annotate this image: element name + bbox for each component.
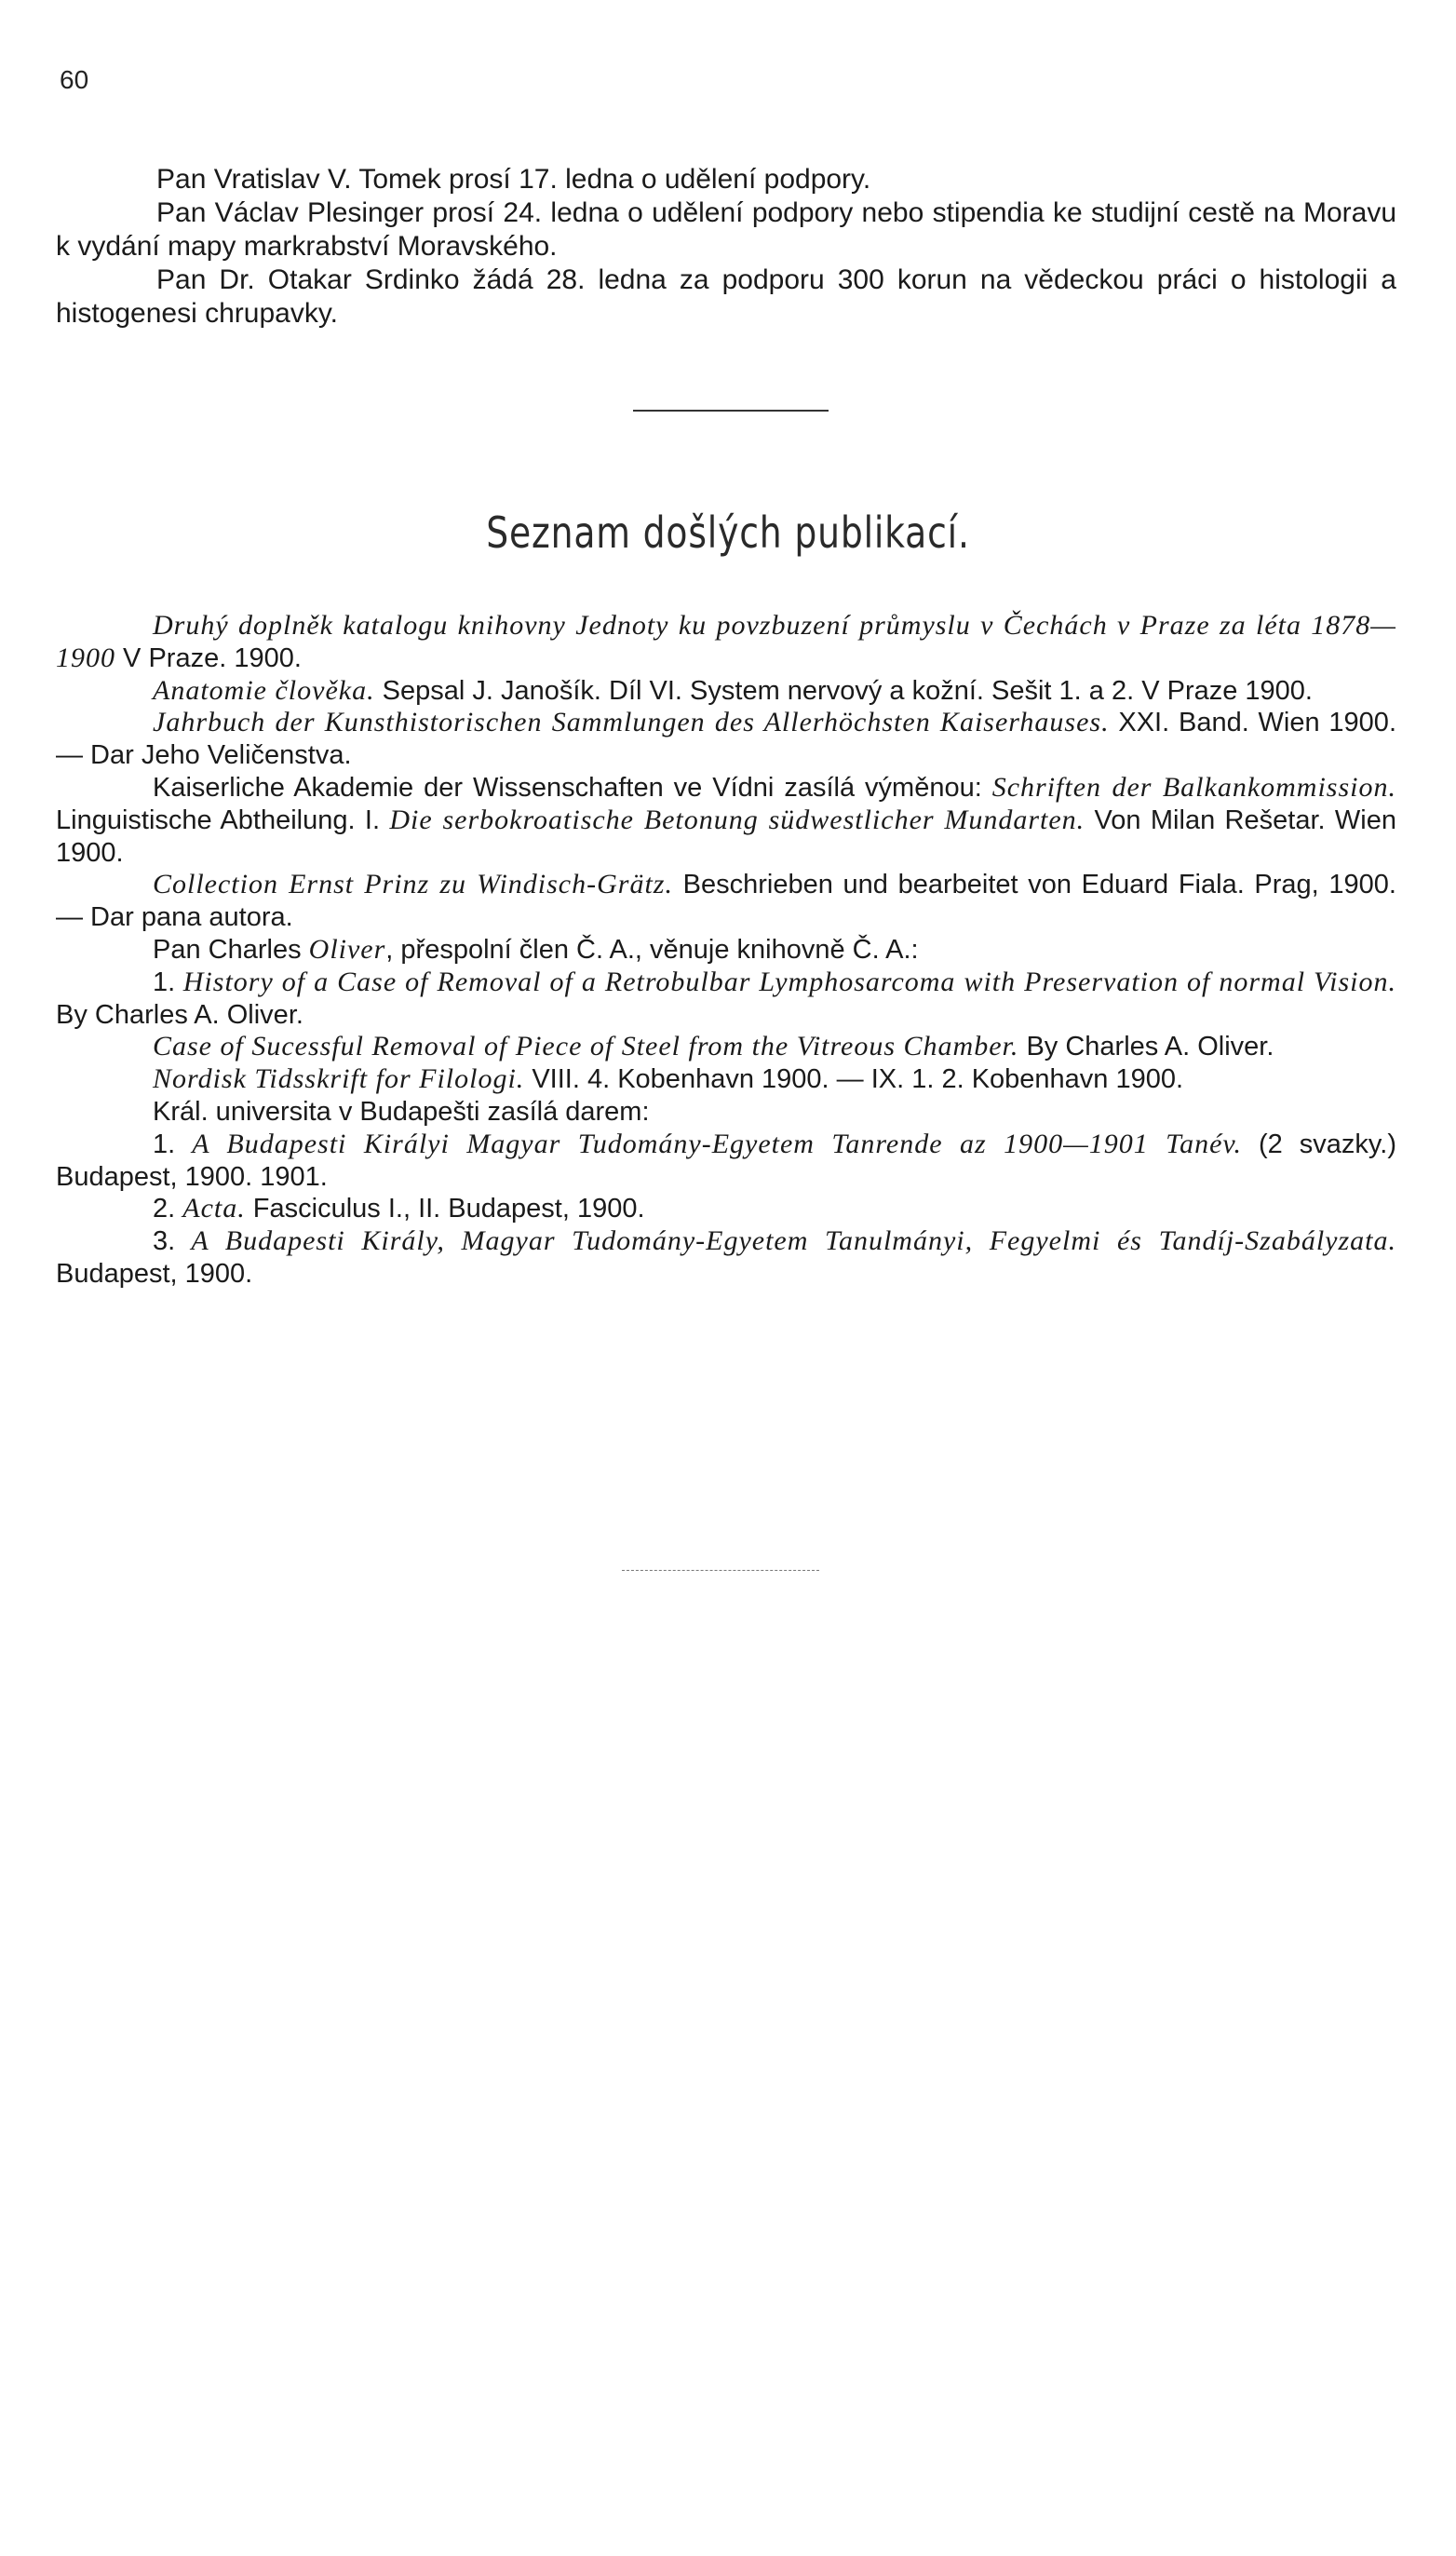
section-divider [633, 410, 829, 412]
paragraph: Pan Vratislav V. Tomek prosí 17. ledna o udělení podpory. [156, 164, 871, 195]
publication-entry: Král. universita v Budapešti zasílá darem: [153, 1096, 650, 1127]
publication-entry: 3. A Budapesti Király, Magyar Tudomány-Egyetem Tanulmányi, Fegyelmi és Tandíj-Szabályzata. Budapest, 1900. [56, 1225, 1396, 1289]
publication-entry: Nordisk Tidsskrift for Filologi. VIII. 4. Kobenhavn 1900. — IX. 1. 2. Kobenhavn 1900. [153, 1063, 1184, 1095]
paragraph: Pan Václav Plesinger prosí 24. ledna o udělení podpory nebo stipendia ke studijní cestě na Moravu k vydání mapy markrabství Moravského. [56, 197, 1396, 262]
support-requests [56, 163, 1396, 331]
page-number: 60 [60, 65, 89, 94]
publication-entry: Kaiserliche Akademie der Wissenschaften ve Vídni zasílá výměnou: Schriften der Balkankommission. Linguistische Abtheilung. I. Die serbokroatische Betonung südwestlicher Mundarten. Von Milan Rešetar. Wien 1900. [56, 771, 1396, 868]
paragraph: Pan Dr. Otakar Srdinko žádá 28. ledna za podporu 300 korun na vědeckou práci o histologii a histogenesi chrupavky. [56, 264, 1396, 329]
publication-entry: 1. History of a Case of Removal of a Retrobulbar Lymphosarcoma with Preservation of normal Vision. By Charles A. Oliver. [56, 966, 1396, 1030]
publication-entry: Jahrbuch der Kunsthistorischen Sammlungen des Allerhöchsten Kaiserhauses. XXI. Band. Wien 1900. — Dar Jeho Veličenstva. [56, 707, 1396, 771]
end-divider [622, 1570, 819, 1571]
section-heading: Seznam došlých publikací. [486, 507, 970, 558]
publication-entry: Pan Charles Oliver, přespolní člen Č. A., věnuje knihovně Č. A.: [153, 933, 919, 965]
publications-list [56, 610, 1396, 1291]
publication-entry: Case of Sucessful Removal of Piece of Steel from the Vitreous Chamber. By Charles A. Oliver. [153, 1031, 1274, 1062]
publication-entry: Druhý doplněk katalogu knihovny Jednoty ku povzbuzení průmyslu v Čechách v Praze za léta 1878—1900 V Praze. 1900. [56, 610, 1396, 673]
publication-entry: 1. A Budapesti Királyi Magyar Tudomány-Egyetem Tanrende az 1900—1901 Tanév. (2 svazky.) Budapest, 1900. 1901. [56, 1128, 1396, 1192]
publication-entry: 2. Acta. Fasciculus I., II. Budapest, 1900. [153, 1193, 645, 1224]
publication-entry: Collection Ernst Prinz zu Windisch-Grätz. Beschrieben und bearbeitet von Eduard Fiala. Prag, 1900. — Dar pana autora. [56, 869, 1396, 933]
publication-entry: Anatomie člověka. Sepsal J. Janošík. Díl VI. System nervový a kožní. Sešit 1. a 2. V Praze 1900. [153, 674, 1313, 706]
